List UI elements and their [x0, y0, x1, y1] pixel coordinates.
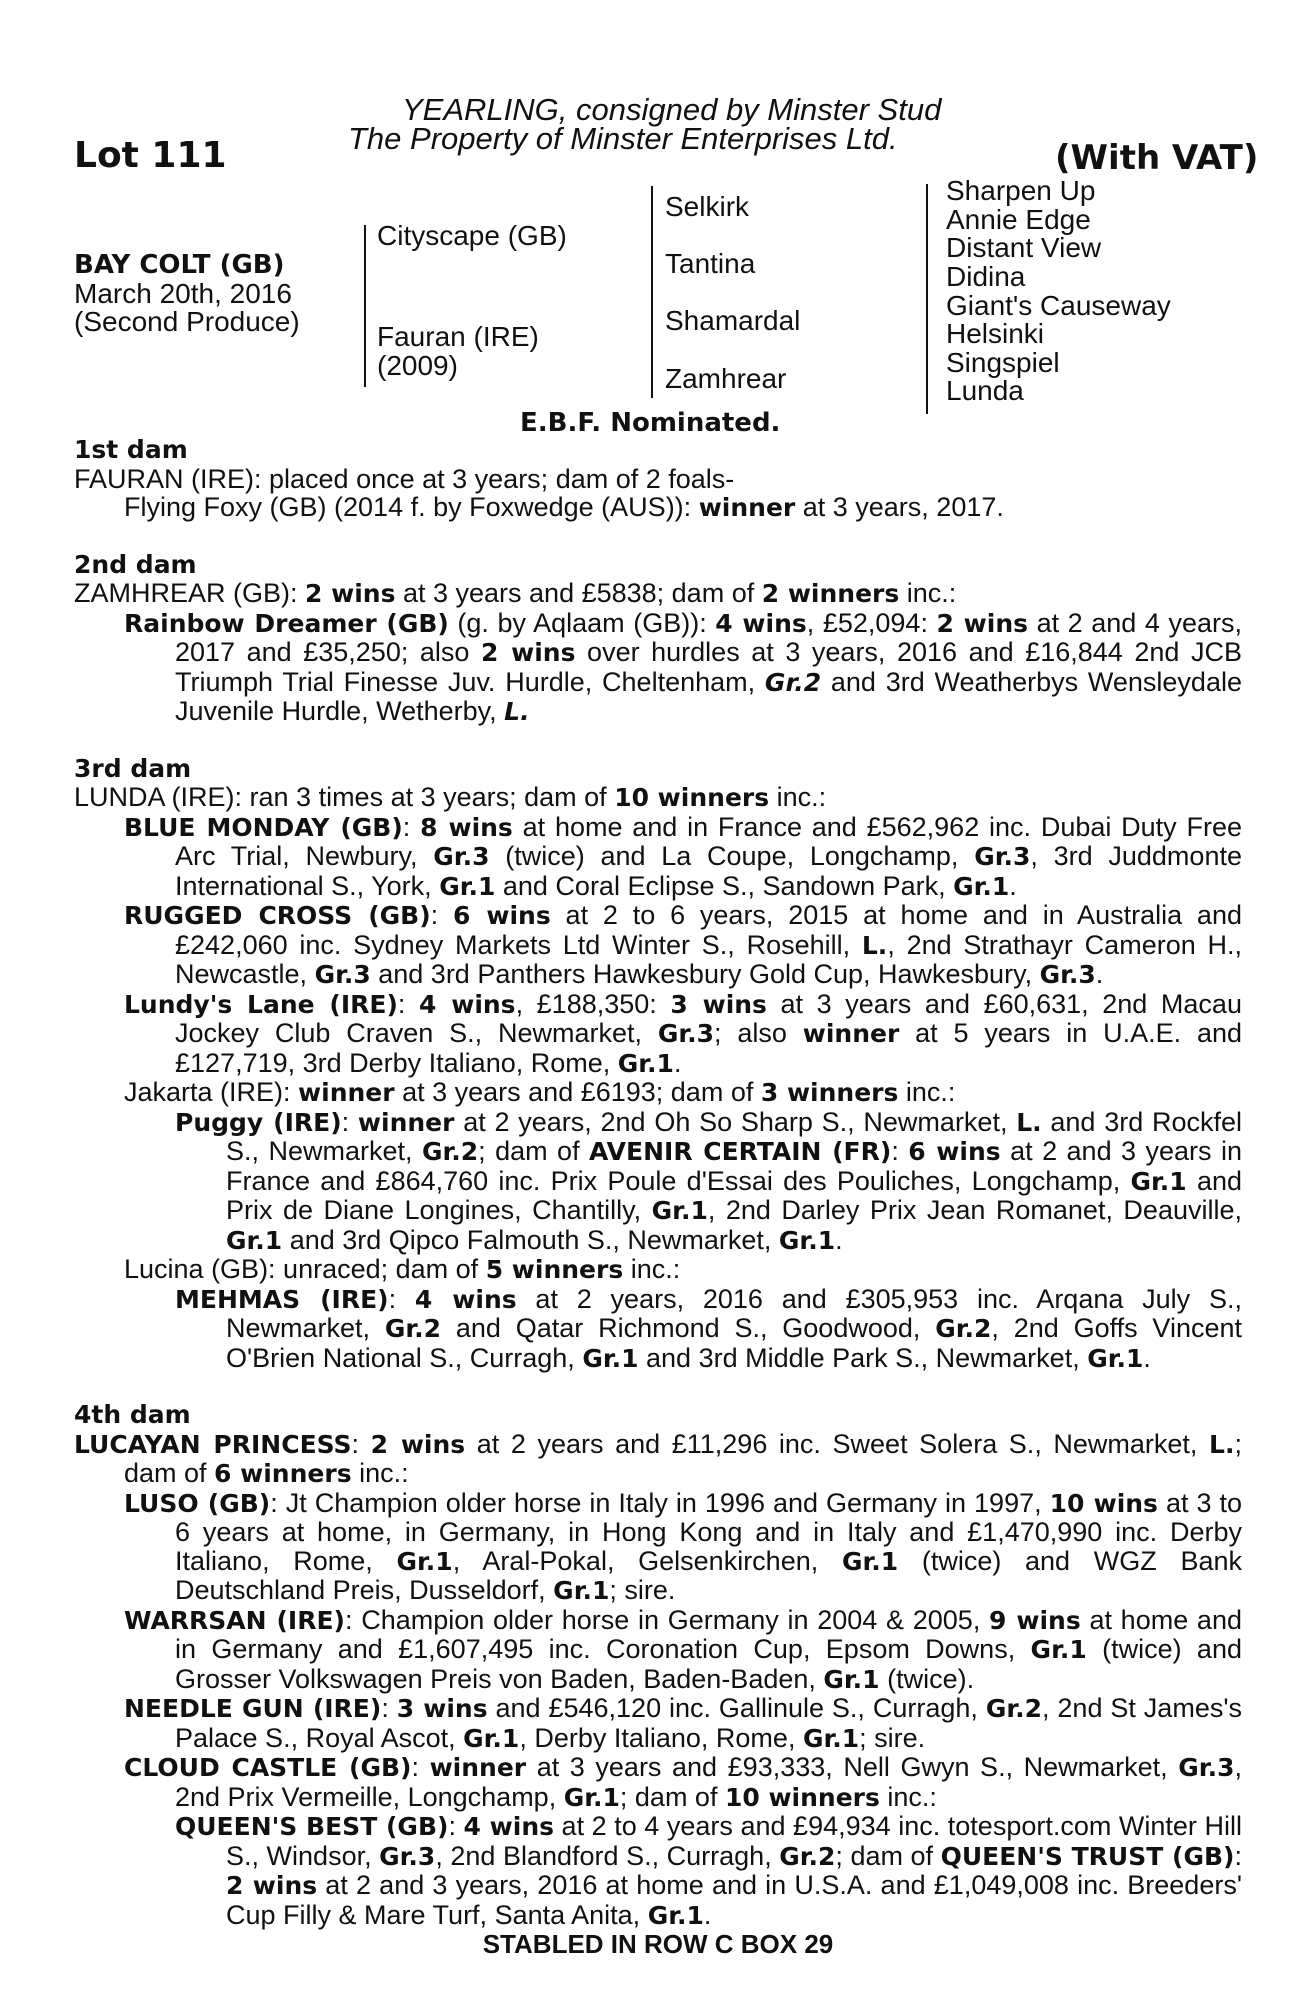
gen3-4: Didina — [946, 261, 1026, 292]
stabled-line: STABLED IN ROW C BOX 29 — [482, 1929, 834, 1959]
vat-label: (With VAT) — [1055, 138, 1259, 178]
gen3-8: Lunda — [946, 375, 1024, 406]
entry-lundys-lane: Lundy's Lane (IRE): 4 wins, £188,350: 3 wins at 3 years and £60,631, 2nd Macau Jockey Club Craven S., Newmarket, Gr.3; also winner at 5 years in U.A.E. and £127,719, 3rd Derby Italiano, Rome, Gr.1. — [124, 988, 1242, 1078]
ebf-nominated: E.B.F. Nominated. — [520, 408, 781, 438]
foaling-date: March 20th, 2016 — [74, 278, 292, 309]
third-dam-line: LUNDA (IRE): ran 3 times at 3 years; dam of 10 winners inc.: — [74, 782, 827, 812]
gen3-7: Singspiel — [946, 347, 1060, 378]
catalogue-body — [74, 436, 1242, 1959]
pedigree-bracket-3 — [926, 184, 928, 414]
entry-needle-gun: NEEDLE GUN (IRE): 3 wins and £546,120 inc. Gallinule S., Curragh, Gr.2, 2nd St James's Palace S., Royal Ascot, Gr.1, Derby Italiano, Rome, Gr.1; sire. — [124, 1693, 1242, 1753]
gen3-2: Annie Edge — [946, 204, 1091, 235]
consignor-line: YEARLING, consigned by Minster Stud — [402, 92, 942, 127]
entry-blue-monday: BLUE MONDAY (GB): 8 wins at home and in France and £562,962 inc. Dubai Duty Free Arc Trial, Newbury, Gr.3 (twice) and La Coupe, Longchamp, Gr.3, 3rd Juddmonte International S., York, Gr.1 and Coral Eclipse S., Sandown Park, Gr.1. — [124, 811, 1242, 901]
entry-jakarta: Jakarta (IRE): winner at 3 years and £6193; dam of 3 winners inc.: — [124, 1077, 956, 1107]
entry-queens-best: QUEEN'S BEST (GB): 4 wins at 2 to 4 years and £94,934 inc. totesport.com Winter Hill S., Windsor, Gr.3, 2nd Blandford S., Curragh, Gr.2; dam of QUEEN'S TRUST (GB): 2 wins at 2 and 3 years, 2016 at home and in U.S.A. and £1,049,008 inc. Breeders' Cup Filly & Mare Turf, Santa Anita, Gr.1. — [175, 1811, 1242, 1930]
gen3-3: Distant View — [946, 232, 1102, 263]
sire: Cityscape (GB) — [377, 220, 567, 251]
pedigree-bracket-2 — [651, 186, 653, 398]
dam-dam: Zamhrear — [665, 363, 787, 394]
lot-number: Lot 111 — [74, 135, 227, 176]
horse-name: BAY COLT (GB) — [74, 250, 285, 280]
dam: Fauran (IRE) — [377, 321, 539, 352]
second-dam-line: ZAMHREAR (GB): 2 wins at 3 years and £5838; dam of 2 winners inc.: — [74, 578, 957, 608]
first-dam-line: FAURAN (IRE): placed once at 3 years; dam of 2 foals- — [74, 463, 735, 494]
pedigree-bracket-1 — [364, 225, 366, 387]
gen3-5: Giant's Causeway — [946, 290, 1171, 321]
entry-mehmas: MEHMAS (IRE): 4 wins at 2 years, 2016 and £305,953 inc. Arqana July S., Newmarket, Gr.2 and Qatar Richmond S., Goodwood, Gr.2, 2nd Goffs Vincent O'Brien National S., Curragh, Gr.1 and 3rd Middle Park S., Newmarket, Gr.1. — [175, 1283, 1242, 1373]
produce-note: (Second Produce) — [74, 306, 300, 337]
property-line: The Property of Minster Enterprises Ltd. — [348, 121, 898, 156]
entry-rainbow-dreamer: Rainbow Dreamer (GB) (g. by Aqlaam (GB)): 4 wins, £52,094: 2 wins at 2 and 4 years, 2017 and £35,250; also 2 wins over hurdles at 3 years, 2016 and £16,844 2nd JCB Triumph Trial Finesse Juv. Hurdle, Cheltenham, Gr.2 and 3rd Weatherbys Wensleydale Juvenile Hurdle, Wetherby, L. — [124, 607, 1243, 726]
third-dam-heading: 3rd dam — [74, 753, 192, 783]
first-dam-produce: Flying Foxy (GB) (2014 f. by Foxwedge (AUS)): winner at 3 years, 2017. — [124, 492, 1004, 522]
first-dam-heading: 1st dam — [74, 435, 188, 464]
dam-sire: Shamardal — [665, 305, 801, 336]
entry-puggy: Puggy (IRE): winner at 2 years, 2nd Oh So Sharp S., Newmarket, L. and 3rd Rockfel S., Newmarket, Gr.2; dam of AVENIR CERTAIN (FR): 6 wins at 2 and 3 years in France and £864,760 inc. Prix Poule d'Essai des Pouliches, Longchamp, Gr.1 and Prix de Diane Longines, Chantilly, Gr.1, 2nd Darley Prix Jean Romanet, Deauville, Gr.1 and 3rd Qipco Falmouth S., Newmarket, Gr.1. — [175, 1106, 1242, 1255]
entry-lucina: Lucina (GB): unraced; dam of 5 winners inc.: — [124, 1254, 681, 1284]
gen3-1: Sharpen Up — [946, 175, 1096, 206]
sire-dam: Tantina — [665, 248, 756, 279]
fourth-dam-heading: 4th dam — [74, 1400, 191, 1429]
gen3-6: Helsinki — [946, 318, 1045, 349]
sire-sire: Selkirk — [665, 191, 750, 222]
entry-luso: LUSO (GB): Jt Champion older horse in Italy in 1996 and Germany in 1997, 10 wins at 3 to 6 years at home, in Germany, in Hong Kong and in Italy and £1,470,990 inc. Derby Italiano, Rome, Gr.1, Aral-Pokal, Gelsenkirchen, Gr.1 (twice) and WGZ Bank Deutschland Preis, Dusseldorf, Gr.1; sire. — [124, 1487, 1242, 1605]
fourth-dam-line: LUCAYAN PRINCESS: 2 wins at 2 years and £11,296 inc. Sweet Solera S., Newmarket, L.; dam of 6 winners inc.: — [74, 1428, 1242, 1488]
entry-rugged-cross: RUGGED CROSS (GB): 6 wins at 2 to 6 years, 2015 at home and in Australia and £242,060 inc. Sydney Markets Ltd Winter S., Rosehill, L., 2nd Strathayr Cameron H., Newcastle, Gr.3 and 3rd Panthers Hawkesbury Gold Cup, Hawkesbury, Gr.3. — [124, 900, 1242, 989]
second-dam-heading: 2nd dam — [74, 549, 197, 579]
entry-cloud-castle: CLOUD CASTLE (GB): winner at 3 years and £93,333, Nell Gwyn S., Newmarket, Gr.3, 2nd Prix Vermeille, Longchamp, Gr.1; dam of 10 winners inc.: — [124, 1752, 1242, 1812]
dam-year: (2009) — [377, 350, 458, 381]
entry-warrsan: WARRSAN (IRE): Champion older horse in Germany in 2004 & 2005, 9 wins at home and in Germany and £1,607,495 inc. Coronation Cup, Epsom Downs, Gr.1 (twice) and Grosser Volkswagen Preis von Baden, Baden-Baden, Gr.1 (twice). — [124, 1604, 1242, 1694]
